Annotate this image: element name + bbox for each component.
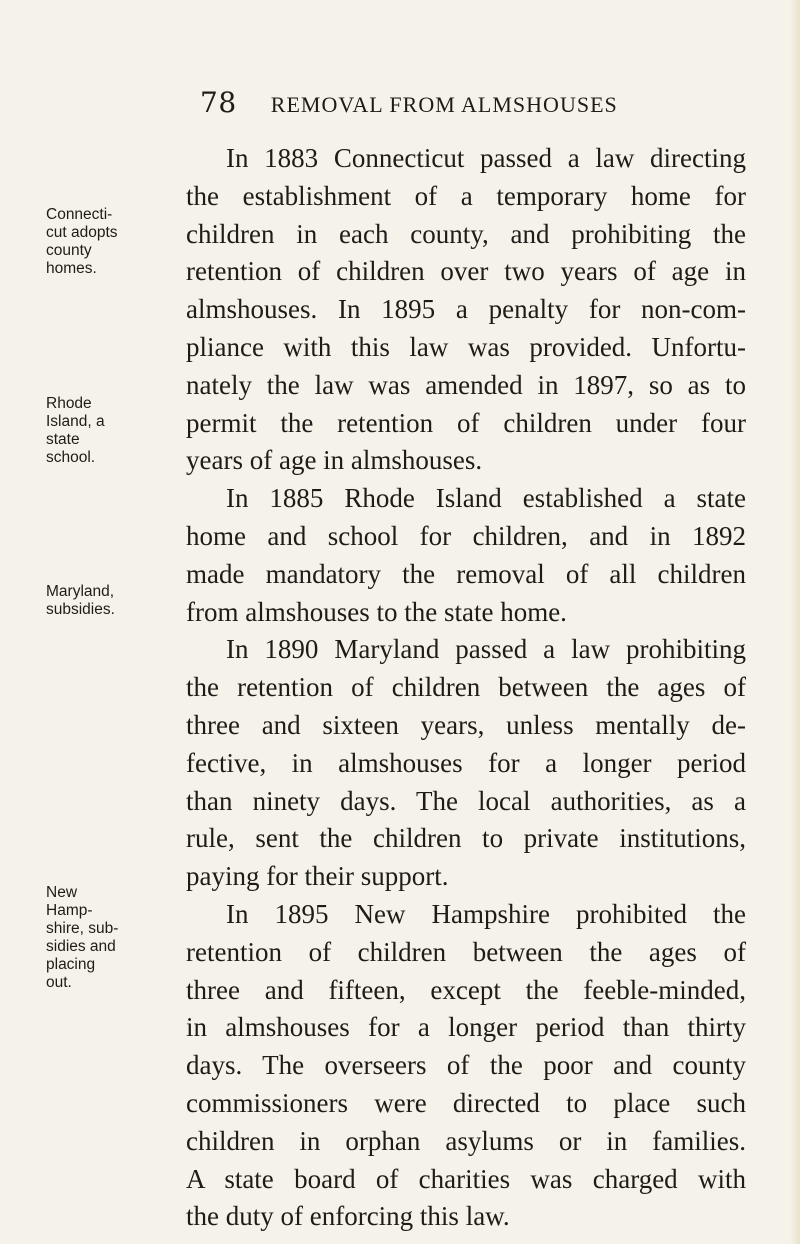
- text-line: from almshouses to the state home.: [186, 596, 567, 627]
- page-number: 78: [200, 86, 237, 119]
- margin-note-line: state: [46, 431, 80, 448]
- text-line: In 1883 Connecticut passed a law directing: [226, 143, 746, 173]
- margin-note-line: homes.: [46, 260, 97, 277]
- text-line: commissioners were directed to place such: [186, 1087, 746, 1118]
- text-line: than ninety days. The local authorities, as a: [186, 785, 746, 816]
- text-line: fective, in almshouses for a longer period: [186, 747, 746, 778]
- text-line: the retention of children between the ages of: [186, 672, 746, 703]
- margin-note-new-hampshire: [46, 884, 118, 992]
- margin-note-line: school.: [46, 449, 96, 466]
- text-line: pliance with this law was provided. Unfortu-: [186, 331, 746, 362]
- margin-note-line: New: [46, 884, 78, 901]
- margin-note-line: Island, a: [46, 413, 105, 430]
- margin-note-rhode-island: [46, 395, 105, 467]
- text-line: years of age in almshouses.: [186, 445, 483, 476]
- text-line: rule, sent the children to private institutions,: [186, 823, 746, 854]
- margin-note-line: out.: [46, 974, 72, 991]
- text-line: permit the retention of children under four: [186, 407, 746, 438]
- text-line: retention of children between the ages of: [186, 936, 746, 967]
- margin-note-line: Maryland,: [46, 583, 115, 600]
- margin-note-line: placing: [46, 956, 96, 973]
- body-text: [186, 140, 746, 1236]
- margin-note-line: Rhode: [46, 395, 92, 412]
- text-line: the duty of enforcing this law.: [186, 1201, 510, 1232]
- margin-note-line: sidies and: [46, 938, 116, 955]
- text-line: nately the law was amended in 1897, so as to: [186, 369, 746, 400]
- text-line: three and fifteen, except the feeble-minded,: [186, 974, 746, 1005]
- margin-note-line: county: [46, 242, 92, 259]
- text-line: A state board of charities was charged with: [186, 1163, 746, 1194]
- text-line: retention of children over two years of age in: [186, 256, 746, 287]
- text-line: In 1895 New Hampshire prohibited the: [226, 898, 746, 929]
- text-line: days. The overseers of the poor and county: [186, 1050, 746, 1081]
- text-line: almshouses. In 1895 a penalty for non-com-: [186, 294, 746, 325]
- margin-note-line: shire, sub-: [46, 920, 119, 937]
- text-line: In 1885 Rhode Island established a state: [226, 483, 746, 514]
- text-line: made mandatory the removal of all children: [186, 558, 746, 589]
- margin-note-connecticut: [46, 206, 118, 278]
- running-title: REMOVAL FROM ALMSHOUSES: [270, 92, 618, 117]
- text-line: in almshouses for a longer period than thirty: [186, 1012, 746, 1043]
- margin-note-maryland: [46, 583, 115, 619]
- text-line: three and sixteen years, unless mentally de-: [186, 709, 746, 740]
- text-line: children in each county, and prohibiting the: [186, 218, 746, 249]
- text-line: the establishment of a temporary home for: [186, 180, 746, 211]
- margin-note-line: Connecti-: [46, 206, 113, 223]
- margin-note-line: cut adopts: [46, 224, 118, 241]
- margin-note-line: subsidies.: [46, 601, 115, 618]
- text-line: paying for their support.: [186, 861, 449, 892]
- text-line: home and school for children, and in 1892: [186, 520, 746, 551]
- text-line: children in orphan asylums or in families.: [186, 1125, 746, 1156]
- page-header: [200, 86, 618, 119]
- margin-note-line: Hamp-: [46, 902, 93, 919]
- page-edge: [790, 0, 800, 1244]
- text-line: In 1890 Maryland passed a law prohibiting: [226, 634, 746, 665]
